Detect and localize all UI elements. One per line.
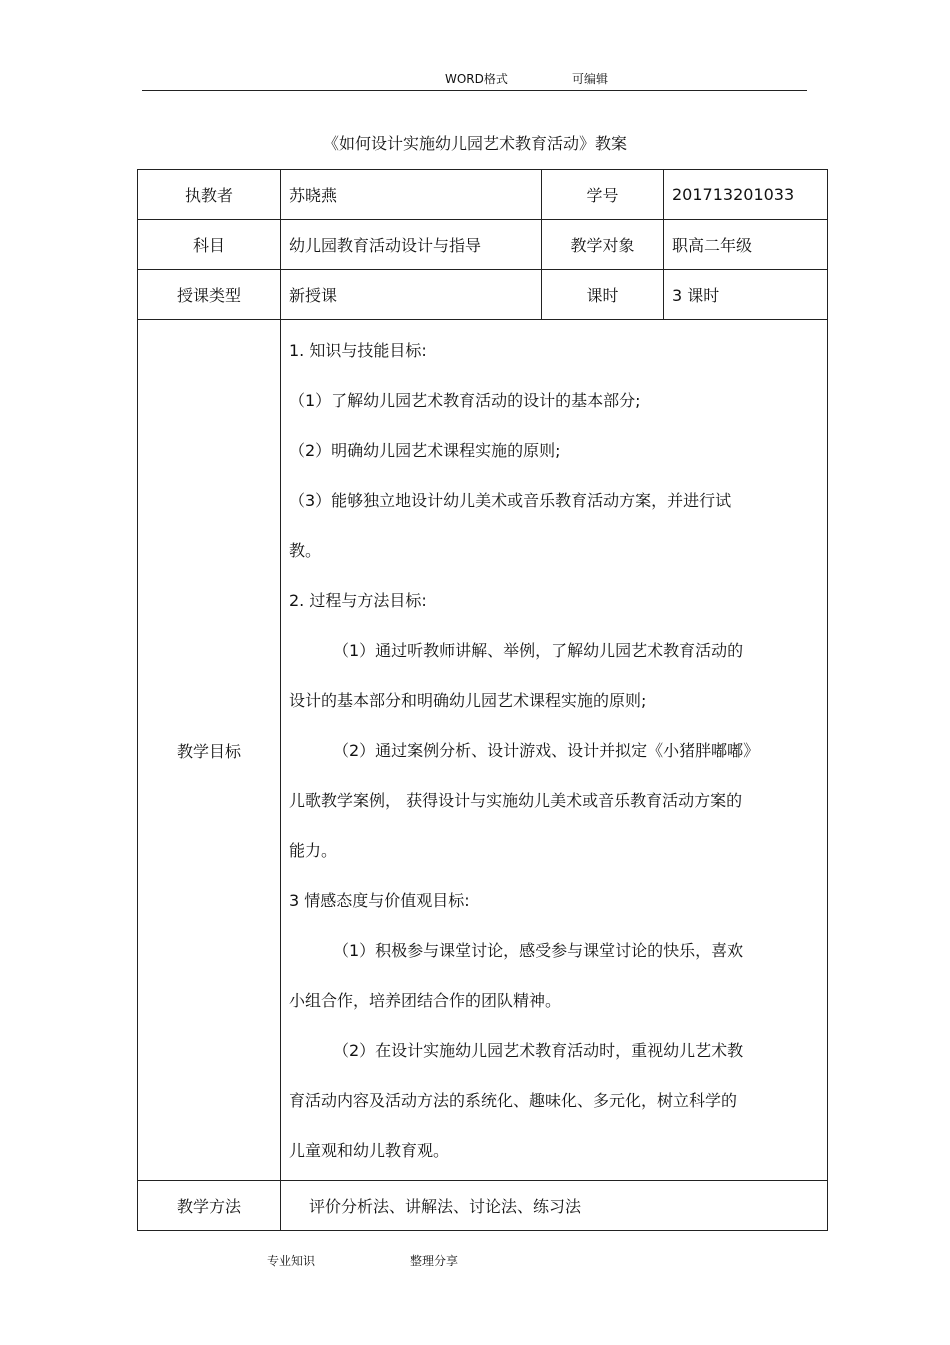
goal-line: （2）在设计实施幼儿园艺术教育活动时，重视幼儿艺术教 bbox=[333, 1041, 744, 1060]
goal-line: 教。 bbox=[289, 541, 322, 560]
table-row bbox=[138, 320, 828, 1181]
methods-label: 教学方法 bbox=[138, 1181, 281, 1231]
goal-line: 小组合作，培养团结合作的团队精神。 bbox=[289, 991, 562, 1010]
class-hours-label: 课时 bbox=[542, 270, 664, 320]
goal-line: 育活动内容及活动方法的系统化、趣味化、多元化，树立科学的 bbox=[289, 1091, 738, 1110]
goal-line: 3 情感态度与价值观目标: bbox=[289, 891, 470, 910]
goal-line: 儿歌教学案例， 获得设计与实施幼儿美术或音乐教育活动方案的 bbox=[289, 791, 743, 810]
subject-label: 科目 bbox=[138, 220, 281, 270]
goal-line: （2）明确幼儿园艺术课程实施的原则; bbox=[289, 441, 561, 460]
goal-line: （1）积极参与课堂讨论，感受参与课堂讨论的快乐，喜欢 bbox=[333, 941, 744, 960]
goal-line: （2）通过案例分析、设计游戏、设计并拟定《小猪胖嘟嘟》 bbox=[333, 741, 760, 760]
header-format-label: WORD格式 bbox=[445, 72, 508, 86]
goal-line: 设计的基本部分和明确幼儿园艺术课程实施的原则; bbox=[289, 691, 647, 710]
goals-label: 教学目标 bbox=[138, 320, 281, 1181]
methods-value: 评价分析法、讲解法、讨论法、练习法 bbox=[281, 1181, 828, 1231]
teacher-value: 苏晓燕 bbox=[281, 170, 542, 220]
subject-value: 幼儿园教育活动设计与指导 bbox=[281, 220, 542, 270]
teacher-label: 执教者 bbox=[138, 170, 281, 220]
goal-line: 1. 知识与技能目标: bbox=[289, 341, 427, 360]
table-row bbox=[138, 1181, 828, 1231]
page-header bbox=[0, 70, 950, 90]
goals-content bbox=[281, 320, 828, 1181]
footer-left-label: 专业知识 bbox=[267, 1254, 316, 1268]
document-title: 《如何设计实施幼儿园艺术教育活动》教案 bbox=[322, 134, 627, 153]
goal-line: 儿童观和幼儿教育观。 bbox=[289, 1141, 450, 1160]
student-id-value: 201713201033 bbox=[664, 170, 828, 220]
lesson-type-value: 新授课 bbox=[281, 270, 542, 320]
lesson-type-label: 授课类型 bbox=[138, 270, 281, 320]
header-divider bbox=[142, 90, 807, 91]
footer-right-label: 整理分享 bbox=[410, 1254, 459, 1268]
audience-value: 职高二年级 bbox=[664, 220, 828, 270]
goal-line: （1）通过听教师讲解、举例，了解幼儿园艺术教育活动的 bbox=[333, 641, 744, 660]
header-editable-label: 可编辑 bbox=[572, 72, 609, 86]
table-row bbox=[138, 170, 828, 220]
table-row bbox=[138, 270, 828, 320]
goal-line: （1）了解幼儿园艺术教育活动的设计的基本部分; bbox=[289, 391, 641, 410]
goal-line: （3）能够独立地设计幼儿美术或音乐教育活动方案，并进行试 bbox=[289, 491, 732, 510]
student-id-label: 学号 bbox=[542, 170, 664, 220]
table-row bbox=[138, 220, 828, 270]
lesson-plan-table bbox=[137, 169, 828, 1231]
audience-label: 教学对象 bbox=[542, 220, 664, 270]
goal-line: 能力。 bbox=[289, 841, 338, 860]
class-hours-value: 3 课时 bbox=[664, 270, 828, 320]
goal-line: 2. 过程与方法目标: bbox=[289, 591, 427, 610]
